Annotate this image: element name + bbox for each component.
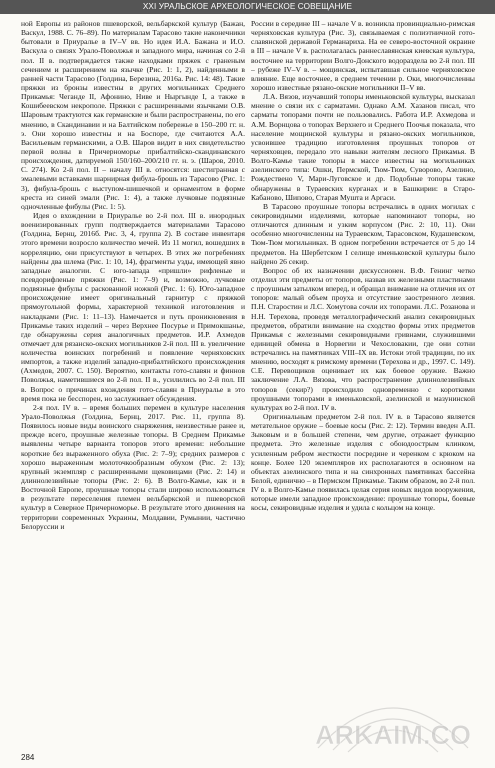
page-number: 284 xyxy=(21,753,35,762)
paragraph: Оригинальным предметом 2-й пол. IV в. в Тарасово является метательное оружие – боевые косы (Рис. 2: 12). Термин введен А.П. Зыковым и в большей степени, чем другие, отражает функцию предмета. Это железные изделия с обоюдоострым клинком, усиленным ребром жесткости посредине и черенком с крюком на конце. Более 120 экземпляров их располагаются в основном на объектах азелинского типа и на синхронных памятниках бассейна Белой, единично – в Пермском Прикамье. Таким образом, во 2-й пол. IV в. в Волго-Камье появилась целая серия новых видов вооружения, которые имели западное происхождение: проушные топоры, боевые косы, секировидные изделия и удила с кольцом на конце. xyxy=(251,412,475,513)
paragraph: Вопрос об их назначении дискуссионен. В.Ф. Генинг четко отделил эти предметы от топоров, назвав их железными пластинами с проушным затылком вперед, и обращал внимание на отличия их от топоров: малый объем проуха и отсутствие заостренного лезвия. П.Н. Старостин и Л.С. Хомутова сочли их топорами. Л.С. Розанова и Н.Н. Терехова, проведя металлографический анализ секировидных предметов, обратили внимание на сходство формы этих предметов Прикамья с железными секировидными гривнами, служившими единицей обмена в Норвегии и Чехословакии, где они сотни встречались на памятниках VIII–IX вв. Истоки этой традиции, по их мнению, восходят к римскому времени (Терехова и др., 1997. С. 149). С.Е. Перевощиков оценивает их как боевое оружие. Важно заключение Л.А. Вязова, что распространение длиннолезвийных топоров (секир?) происходило одновременно с короткими проушными топорами в именьковской, азелинской и мазунинской культурах во 2-й пол. IV в. xyxy=(251,265,475,412)
paragraph: Идея о вхождении в Приуралье во 2-й пол. III в. инородных военизированных групп подтверждается материалами Тарасово (Голдина, Бернц, 2016б. Рис. 3, 4, группа 2). В составе инвентаря этого времени возросло количество мечей. Из 11 могил, вошедших в корреляцию, они присутствуют в четырех. В этих же погребениях найдены два шлема (Рис. 1: 10, 14), фрагменты узды, имеющей явно западные аналогии. С юго-запада «пришли» рифленые и псевдорифленые пряжки (Рис. 1: 7–9) и, возможно, лучковые подвязные фибулы с раскованной ножкой (Рис. 1: 6). Юго-западное происхождение имеет оригинальный гарнитур с пряжкой прямоугольной формы, характерной техникой изготовления и накладками (Рис. 1: 11–13). Намечается и путь проникновения в Прикамье таких изделий – через Верхнее Посурье и Примокшанье, где обнаружены серия аналогичных предметов. И.Р. Ахмедов отмечает для рязанско-окских могильников 2-й пол. III в. увеличение количества воинских погребений и появление черняховских импортов, а также изделий западно-прибалтийского происхождения (Ахмедов, 2007. С. 150). Вероятно, контакты гото-славян и финнов Поволжья, наметившиеся во 2-й пол. II в., усилились во 2-й пол. III в. Вопрос о причинах вхождения гото-славян в Приуралье в это время пока не бесспорен, но заслуживает обсуждения. xyxy=(21,210,245,403)
paragraph: В Тарасово проушные топоры встречались в одних могилах с секировидными изделиями, которые напоминают топоры, но отличаются длинным и узким корпусом (Рис. 2: 10, 11). Они особенно многочисленны на Тураевском, Тарасовском, Кудашевском, Тюм-Тюм могильниках. В одном погребении встречается от 5 до 14 предметов. На Шербетском I селище именьковской культуры было найдено 26 секир. xyxy=(251,201,475,266)
paragraph: Л.А. Вязов, изучавший топоры именьковской культуры, высказал мнение о связи их с сарматами. Однако А.М. Хазанов писал, что сарматы топорами почти не пользовались. Работа И.Р. Ахмедова и А.М. Ворнцова о топорах Верхнего и Среднего Поочья показала, что население мощинской культуры и рязано-окских могильников, усвоившее традицию изготовления проушных топоров от черняховцев, передало это навыки жителям лесного Прикамья. В Волго-Камье такие топоры в массе известны на могильниках азелинского типа: Ошки, Пермской, Тюм-Тюм, Суворово, Азелино, Рождествено V, Мари-Луговское и др. Подобные топоры также обнаружены в Турaевских курганах и в Башкирии: в Старо-Кабаново, Шипово, Старая Мушта и Аргаси. xyxy=(251,92,475,202)
left-column xyxy=(21,19,245,749)
paragraph: ной Европы из районов пшеворской, вельбаркской культур (Бажан, Васкул, 1988. С. 76–89). По материалам Тарасово такие наконечники бытовали в Приуралье в IV–V вв. Но идея И.А. Бажана и И.О. Васкула о связях Урало-Поволжья и западного мира, начиная со 2-й пол. II в. подтверждается также находками пряжек с граненым сечением и расширением на язычке (Рис. 1: 1, 2), найденными в ранней части Тарасово (Голдина, Березина, 2016a. Рис. 14: 48). Такие пряжки из бронзы известны в других могильниках Среднего Прикамья: Чеганде II, Афонино, Ниве и Ныргынде I, а также в Кошибеевском некрополе. Пряжки с расширенными язычками О.В. Шаровым трактуются как германские и были распространены, по его мнению, в Скандинавии и на Балтийском побережье в 150–200 гг. н. э. Они хорошо известны и на Боспоре, где считаются А.А. Васильевым германскими, а О.В. Шаров видит в них свидетельство первой волны в Причерноморье прибалтийско-скандинавского происхождения, датируемой 150/160–200/210 гг. н. э. (Шаров, 2010. С. 274). Ко 2-й пол. II – началу III в. относятся: шестигранная с эмалевыми вставками шарнирная фибула-брошь из Тарасово (Рис. 1: 3), фибула-брошь с выступом-шишечкой и орнаментом в форме креста из синей эмали (Рис. 1: 4), а также лучковые подвязные одночленные фибулы (Рис. 1: 5). xyxy=(21,19,245,211)
watermark-text: ARKAIM.CO xyxy=(315,720,471,750)
header-title: XXI УРАЛЬСКОЕ АРХЕОЛОГИЧЕСКОЕ СОВЕЩАНИЕ xyxy=(142,2,353,11)
right-column xyxy=(251,19,475,749)
page-header xyxy=(0,0,495,14)
paragraph: России в середине III – начале V в. возникла провинциально-римская черняховская культура (Рис. 3), связываемая с полиэтничной гото-славянской державой Германариха. На ее северо-восточной окраине в III – начале V в. располагалась раннеславянская киевская культура, восточнее на территории Волго-Донского водораздела во 2-й пол. III – рубеже IV–V в. – мощинская, испытавшая сильное черняховское влияние. Еще восточнее, в среднем течении р. Оки, многочисленны хорошо известные рязано-окские могильники II–V вв. xyxy=(251,19,475,92)
paragraph: 2-я пол. IV в. – время больших перемен в культуре населения Урало-Поволжья (Голдина, Бернц, 2017. Рис. 11, группа 8). Появилось новые виды воинского снаряжения, неизвестные ранее и, прежде всего, проушные железные топоры. В Среднем Прикамье выявлены четыре варианта топоров этого времени: небольшие короткие без выраженного обуха (Рис. 2: 7–9); средних размеров с хорошо выраженным молоточкообразным обухом (Рис. 2: 13); крупный экземпляр с расширенными щековицами (Рис. 2: 14) и длиннолезвийные топоры (Рис. 2: 6). В Волго-Камье, как и в Восточной Европе, проушные топоры стали широко использоваться в результате переселения племен вельбаркской и пшеворской культур в Северное Причерноморье. В результате этого движения на территории современных Украины, Молдавии, Румынии, частично Белоруссии и xyxy=(21,402,245,531)
